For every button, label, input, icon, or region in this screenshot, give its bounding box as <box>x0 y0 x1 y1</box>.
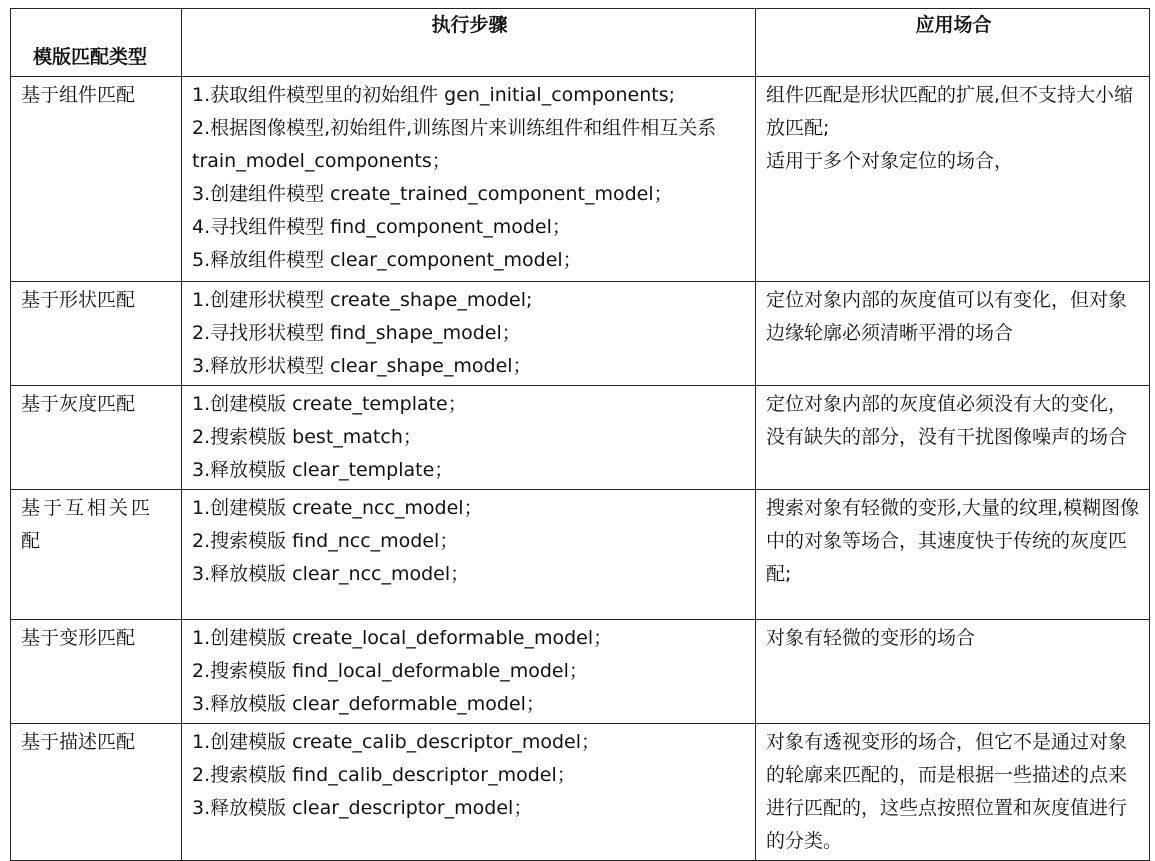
step-line: 2.搜索模版 find_calib_descriptor_model； <box>192 764 576 786</box>
step-line: 3.释放模版 clear_deformable_model； <box>192 693 545 715</box>
step-line: 1.创建形状模型 create_shape_model; <box>192 289 533 311</box>
header-type: 模版匹配类型 <box>11 9 182 77</box>
step-line: 3.释放模版 clear_template； <box>192 459 454 481</box>
steps-cell <box>182 490 756 620</box>
type-cell: 基于形状匹配 <box>11 282 182 386</box>
steps-cell <box>182 386 756 490</box>
step-line: 2.搜索模版 find_local_deformable_model； <box>192 660 588 682</box>
table-row <box>11 386 1150 490</box>
step-line: 1.创建模版 create_local_deformable_model； <box>192 627 613 649</box>
table-row <box>11 620 1150 724</box>
template-matching-table <box>10 8 1150 861</box>
step-line: 2.搜索模版 best_match； <box>192 426 422 448</box>
scenario-cell: 对象有透视变形的场合，但它不是通过对象的轮廓来匹配的，而是根据一些描述的点来进行匹配的，这些点按照位置和灰度值进行的分类。 <box>756 724 1150 861</box>
steps-cell <box>182 77 756 282</box>
steps-cell <box>182 724 756 861</box>
step-line: 3.释放模版 clear_ncc_model； <box>192 563 470 585</box>
steps-cell <box>182 282 756 386</box>
scenario-cell: 对象有轻微的变形的场合 <box>756 620 1150 724</box>
step-line: 1.创建模版 create_ncc_model； <box>192 497 483 519</box>
step-line: 3.释放模版 clear_descriptor_model； <box>192 797 533 819</box>
step-line: 2.寻找形状模型 find_shape_model； <box>192 322 521 344</box>
step-line: 1.获取组件模型里的初始组件 gen_initial_components; <box>192 84 675 106</box>
header-steps: 执行步骤 <box>182 9 756 77</box>
header-row <box>11 9 1150 77</box>
type-cell: 基于描述匹配 <box>11 724 182 861</box>
type-cell: 基于灰度匹配 <box>11 386 182 490</box>
step-line: 3.释放形状模型 clear_shape_model； <box>192 355 532 377</box>
step-line: 1.创建模版 create_calib_descriptor_model； <box>192 731 600 753</box>
step-line: 2.根据图像模型,初始组件,训练图片来训练组件和组件相互关系 train_model_components； <box>192 117 717 172</box>
table-row <box>11 77 1150 282</box>
type-cell: 基于互相关匹配 <box>11 490 182 620</box>
table-row <box>11 490 1150 620</box>
type-cell: 基于变形匹配 <box>11 620 182 724</box>
steps-cell <box>182 620 756 724</box>
type-cell: 基于组件匹配 <box>11 77 182 282</box>
step-line: 5.释放组件模型 clear_component_model； <box>192 249 582 271</box>
step-line: 3.创建组件模型 create_trained_component_model； <box>192 183 673 205</box>
step-line: 1.创建模版 create_template； <box>192 393 467 415</box>
scenario-cell: 组件匹配是形状匹配的扩展,但不支持大小缩放匹配; 适用于多个对象定位的场合， <box>756 77 1150 282</box>
header-scenario: 应用场合 <box>756 9 1150 77</box>
table-row <box>11 282 1150 386</box>
scenario-cell: 定位对象内部的灰度值可以有变化，但对象边缘轮廓必须清晰平滑的场合 <box>756 282 1150 386</box>
step-line: 2.搜索模版 find_ncc_model； <box>192 530 459 552</box>
scenario-cell: 搜索对象有轻微的变形,大量的纹理,模糊图像中的对象等场合，其速度快于传统的灰度匹配; <box>756 490 1150 620</box>
table-row <box>11 724 1150 861</box>
step-line: 4.寻找组件模型 find_component_model； <box>192 216 571 238</box>
scenario-cell: 定位对象内部的灰度值必须没有大的变化，没有缺失的部分，没有干扰图像噪声的场合 <box>756 386 1150 490</box>
